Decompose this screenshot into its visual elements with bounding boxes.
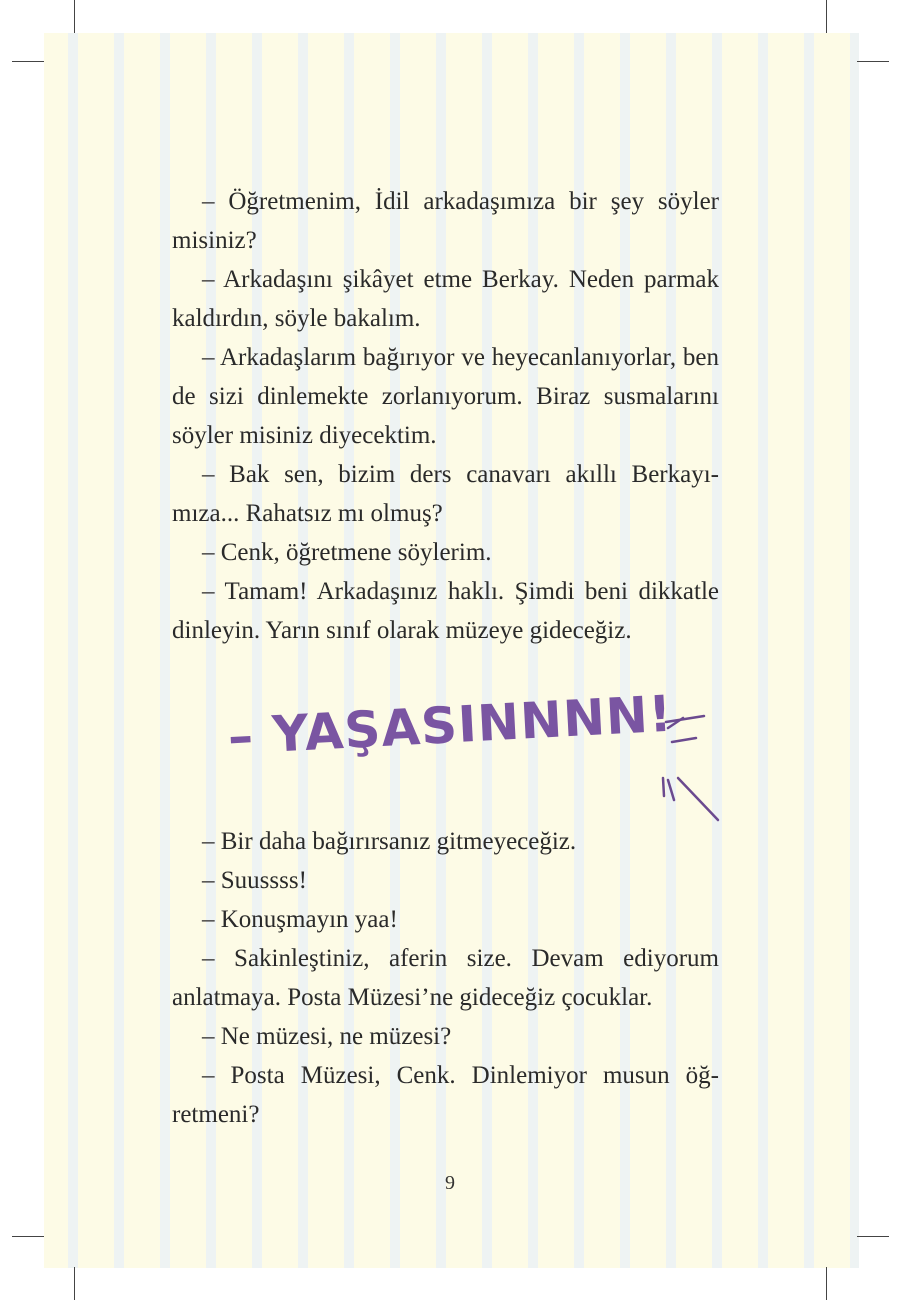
crop-mark	[12, 61, 44, 62]
dialogue-line: – Bir daha bağırırsanız gitmeyeceğiz.	[202, 828, 577, 855]
dialogue-line: – Tamam! Arkadaşınız haklı. Şimdi beni dikkatle dinleyin. Yarın sınıf olarak müzeye gideceğiz.	[172, 578, 719, 644]
dialogue-line: – Cenk, öğretmene söylerim.	[202, 539, 492, 566]
page-number: 9	[445, 1172, 455, 1194]
dialogue-line: – Konuşmayın yaa!	[202, 906, 398, 933]
crop-mark	[857, 61, 889, 62]
dialogue-line: – Suussss!	[202, 867, 307, 894]
dialogue-line: – Bak sen, bizim ders canavarı akıllı Berkayımıza... Rahatsız mı olmuş?	[172, 461, 719, 527]
dialogue-line: – Öğretmenim, İdil arkadaşımıza bir şey söyler misiniz?	[172, 188, 719, 254]
dialogue-line: – Arkadaşlarım bağırıyor ve heyecanlanıyorlar, ben de sizi dinlemekte zorlanıyorum. Biraz susmalarını söyler misiniz diyecektim.	[172, 344, 719, 449]
crop-mark	[826, 0, 827, 33]
excitement-lines-icon	[228, 698, 728, 828]
dialogue-line: – Ne müzesi, ne müzesi?	[202, 1023, 452, 1050]
dialogue-line: – Arkadaşını şikâyet etme Berkay. Neden parmak kaldırdın, söyle bakalım.	[172, 266, 719, 332]
crop-mark	[12, 1236, 44, 1237]
dialogue-block-top	[172, 182, 719, 650]
shout-illustration	[226, 684, 728, 828]
crop-mark	[74, 0, 75, 33]
crop-mark	[857, 1236, 889, 1237]
shout-text: – YAŞASINNNN!	[226, 684, 674, 766]
dialogue-line: – Sakinleştiniz, aferin size. Devam ediyorum anlatmaya. Posta Müzesi’ne gideceğiz çocuklar.	[172, 945, 719, 1011]
dialogue-block-bottom	[172, 822, 719, 1134]
dialogue-line: – Posta Müzesi, Cenk. Dinlemiyor musun öğretmeni?	[172, 1062, 719, 1128]
crop-mark	[826, 1267, 827, 1300]
crop-mark	[74, 1267, 75, 1300]
